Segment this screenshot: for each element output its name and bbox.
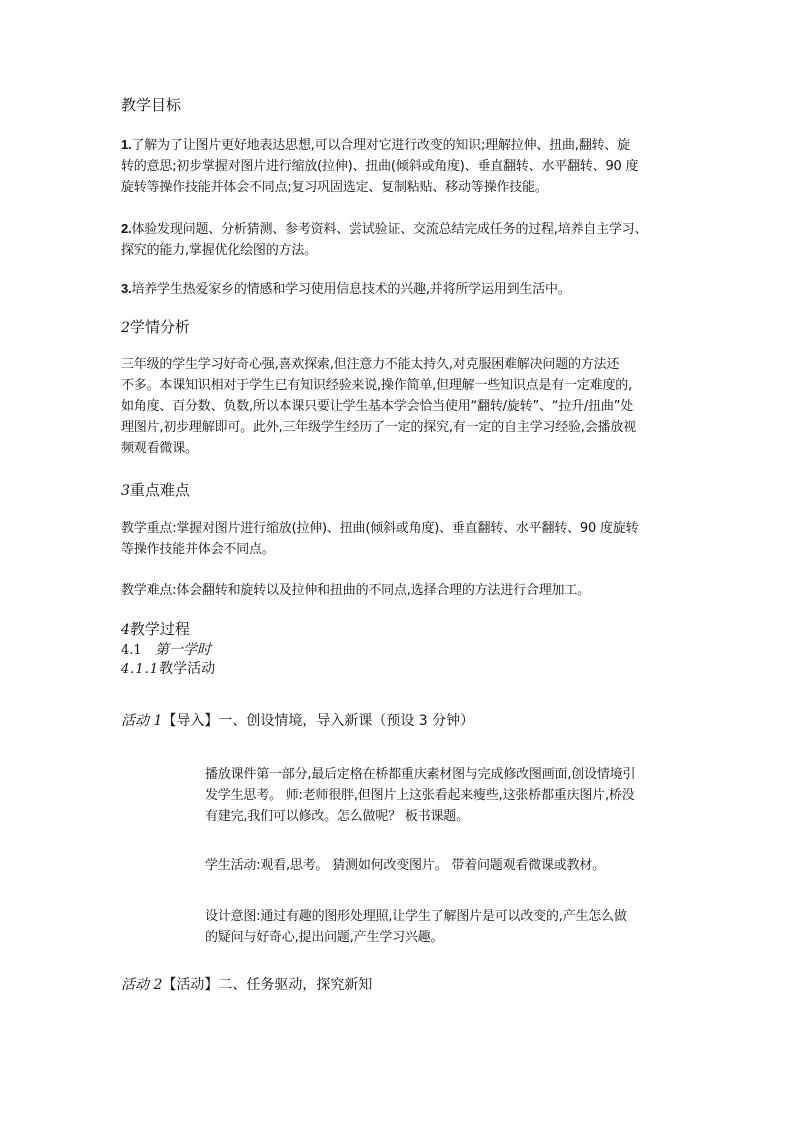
goal-2-line-1 bbox=[121, 218, 647, 240]
subsection-4-1-title: 第一学时 bbox=[155, 642, 212, 658]
goal-paragraph-3 bbox=[121, 278, 571, 300]
analysis-line-5: 频观看微课。 bbox=[121, 441, 198, 456]
goal-3-line-1 bbox=[121, 278, 571, 300]
activity-1-description bbox=[205, 764, 635, 827]
difficult-point-paragraph bbox=[121, 580, 590, 601]
section-title-key-points bbox=[121, 481, 190, 500]
subsection-4-1-number: 4.1 bbox=[121, 643, 142, 658]
activity-1-desc-line-3: 有建完,我们可以修改。怎么做呢？ 板书课题。 bbox=[205, 809, 469, 824]
key-point-line-1: 教学重点:掌握对图片进行缩放(拉伸)、扭曲(倾斜或角度)、垂直翻转、水平翻转、90 度旋转 bbox=[121, 521, 639, 536]
activity-1-title: 一、创设情境，导入新课（预设 3 分钟） bbox=[218, 713, 475, 729]
key-point-line-2: 等操作技能并体会不同点。 bbox=[121, 542, 275, 557]
goal-3-text-1: 培养学生热爱家乡的情感和学习使用信息技术的兴趣,并将所学运用到生活中。 bbox=[131, 282, 571, 297]
goal-paragraph-2 bbox=[121, 218, 647, 261]
activity-1-student-activity bbox=[205, 855, 605, 876]
goal-1-line-2: 转的意思;初步掌握对图片进行缩放(拉伸)、扭曲(倾斜或角度)、垂直翻转、水平翻转、90 度 bbox=[121, 159, 639, 174]
analysis-line-2: 不多。本课知识相对于学生已有知识经验来说,操作简单,但理解一些知识点是有一定难度的, bbox=[121, 378, 632, 393]
difficult-point-line: 教学难点:体会翻转和旋转以及拉伸和扭曲的不同点,选择合理的方法进行合理加工。 bbox=[121, 583, 590, 598]
section-2-title-text: 学情分析 bbox=[129, 318, 190, 336]
activity-1-desc-line-1: 播放课件第一部分,最后定格在桥都重庆素材图与完成修改图画面,创设情境引 bbox=[205, 767, 636, 782]
analysis-line-1: 三年级的学生学习好奇心强,喜欢探索,但注意力不能太持久,对克服困难解决问题的方法还 bbox=[121, 357, 620, 372]
section-3-number: 3 bbox=[121, 483, 130, 499]
goal-1-line-3: 旋转等操作技能并体会不同点;复习巩固选定、复制粘贴、移动等操作技能。 bbox=[121, 180, 548, 195]
goal-3-number: 3. bbox=[121, 281, 132, 296]
activity-1-intent-line-1: 设计意图:通过有趣的图形处理照,让学生了解图片是可以改变的,产生怎么做 bbox=[205, 909, 627, 924]
activity-1-design-intent bbox=[205, 906, 627, 948]
activity-2-title: 二、任务驱动，探究新知 bbox=[218, 977, 373, 993]
activity-1-desc-line-2: 发学生思考。 师:老师很胖,但图片上这张看起来瘦些,这张桥都重庆图片,桥没 bbox=[205, 788, 635, 803]
activity-1-label: 活动 1 bbox=[121, 713, 163, 729]
goal-1-text-1: 了解为了让图片更好地表达思想,可以合理对它进行改变的知识;理解拉伸、扭曲,翻转、旋 bbox=[131, 138, 630, 153]
section-4-number: 4 bbox=[121, 622, 130, 638]
section-4-title-text: 教学过程 bbox=[129, 620, 190, 638]
activity-2-tag: 【活动】 bbox=[162, 977, 219, 993]
section-title-teaching-process bbox=[121, 620, 190, 639]
section-3-title-text: 重点难点 bbox=[129, 481, 190, 499]
activity-1-heading bbox=[121, 712, 474, 730]
subsection-4-1-1-title: 教学活动 bbox=[159, 661, 216, 677]
activity-1-student-line: 学生活动:观看,思考。 猜测如何改变图片。 带着问题观看微课或教材。 bbox=[205, 858, 605, 873]
goal-2-line-2: 探究的能力,掌握优化绘图的方法。 bbox=[121, 243, 317, 258]
activity-1-tag: 【导入】 bbox=[162, 713, 219, 729]
section-2-number: 2 bbox=[121, 320, 130, 336]
key-point-paragraph bbox=[121, 518, 638, 560]
subsection-4-1 bbox=[121, 641, 211, 660]
goal-2-number: 2. bbox=[121, 221, 132, 236]
goal-1-line-1 bbox=[121, 134, 638, 156]
subsection-4-1-1-number: 4.1.1 bbox=[121, 662, 160, 677]
section-title-teaching-goals bbox=[121, 96, 181, 114]
analysis-line-4: 理图片,初步理解即可。此外,三年级学生经历了一定的探究,有一定的自主学习经验,会播放视 bbox=[121, 420, 636, 435]
subsection-4-1-1 bbox=[121, 660, 215, 679]
analysis-line-3: 如角度、百分数、负数,所以本课只要让学生基本学会恰当使用“翻转/旋转”、“拉升/扭曲”处 bbox=[121, 399, 634, 414]
activity-2-label: 活动 2 bbox=[121, 977, 163, 993]
student-analysis-paragraph bbox=[121, 354, 636, 459]
activity-1-intent-line-2: 的疑问与好奇心,提出问题,产生学习兴趣。 bbox=[205, 930, 444, 945]
activity-2-heading bbox=[121, 976, 372, 994]
goal-2-text-1: 体验发现问题、分析猜测、参考资料、尝试验证、交流总结完成任务的过程,培养自主学习、 bbox=[131, 222, 648, 237]
goal-paragraph-1 bbox=[121, 134, 638, 198]
section-title-text: 教学目标 bbox=[121, 96, 182, 114]
goal-1-number: 1. bbox=[121, 137, 132, 152]
section-title-student-analysis bbox=[121, 318, 190, 337]
